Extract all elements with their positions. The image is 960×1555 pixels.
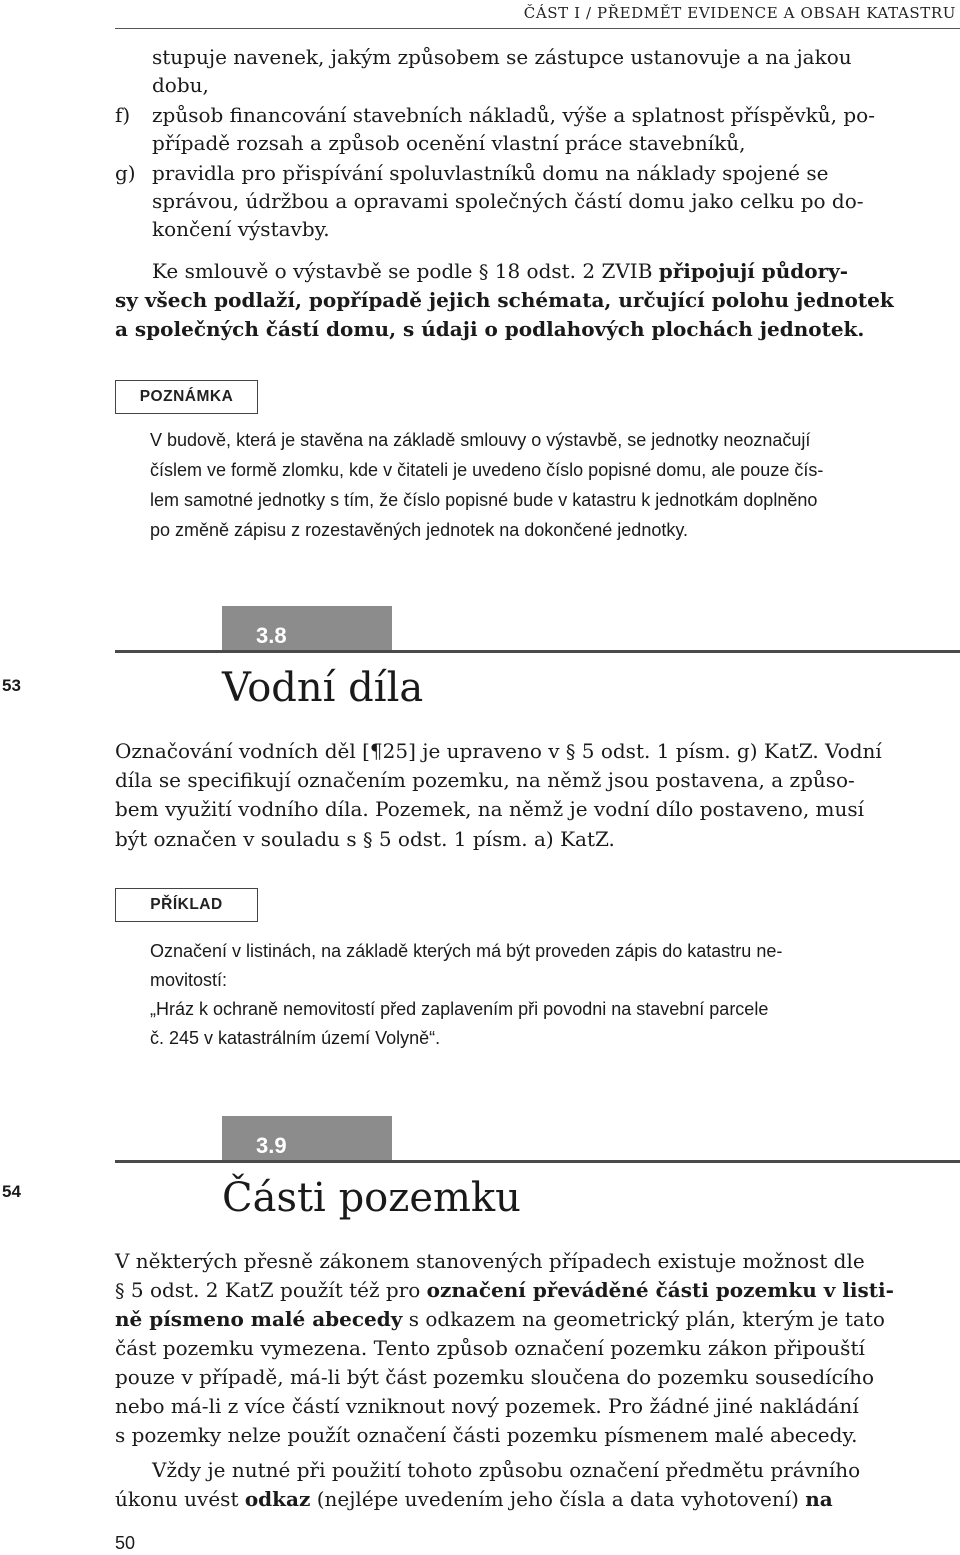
para-line-2: sy všech podlaží, popřípadě jejich schémata, určující polohu jednotek — [115, 288, 894, 312]
s38-line-3: bem využití vodního díla. Pozemek, na němž je vodní dílo postaveno, musí — [115, 797, 865, 821]
example-line-1: Označení v listinách, na základě kterých má být proveden zápis do katastru ne- — [150, 941, 783, 961]
note-line-4: po změně zápisu z rozestavěných jednotek na dokončené jednotky. — [150, 520, 689, 540]
s38-text-c: 5 odst. 1 písm. g) KatZ. Vodní — [581, 739, 882, 763]
para-text-a: Ke smlouvě o výstavbě se podle — [152, 259, 473, 283]
section-title: Části pozemku — [222, 1175, 521, 1221]
note-line-1: V budově, která je stavěna na základě smlouvy o výstavbě, se jednotky neoznačují — [150, 430, 811, 450]
pilcrow-icon: ¶ — [369, 739, 383, 763]
list-label-g: g) — [115, 161, 136, 185]
list-label-f: f) — [115, 103, 131, 127]
header-rule — [115, 28, 960, 29]
s39-bold-a: označení převáděné části pozemku v listi- — [426, 1278, 894, 1302]
s38-text-d: být označen v souladu s — [115, 827, 357, 851]
item-f-line-2: případě rozsah a způsob ocenění vlastní práce stavebníků, — [152, 131, 746, 155]
para-bold: připojují půdory- — [658, 259, 849, 283]
s39-text-b: s odkazem na geometrický plán, kterým je tato — [408, 1307, 885, 1331]
s39-p2-bold-a: odkaz — [244, 1487, 311, 1511]
s39-bold-b: ně písmeno malé abecedy — [115, 1307, 403, 1331]
section-sign: § — [565, 741, 576, 763]
running-head: ČÁST I / PŘEDMĚT EVIDENCE A OBSAH KATASTRU — [523, 4, 956, 22]
s38-line-2: díla se specifikují označením pozemku, na němž jsou postavena, a způso- — [115, 768, 855, 792]
item-f-line-1: způsob financování stavebních nákladů, výše a splatnost příspěvků, po- — [152, 103, 875, 127]
s38-line-1 — [115, 738, 882, 765]
section-sign: § — [362, 829, 373, 851]
s38-line-4 — [115, 826, 615, 853]
section-rule — [115, 650, 960, 653]
item-g-line-3: končení výstavby. — [152, 217, 330, 241]
section-rule — [115, 1160, 960, 1163]
s39-p1-line-6: nebo má-li z více částí vzniknout nový pozemek. Pro žádné jiné nakládání — [115, 1394, 859, 1418]
note-line-3: lem samotné jednotky s tím, že číslo popisné bude v katastru k jednotkám doplněno — [150, 490, 818, 510]
example-line-4: č. 245 v katastrálním území Volyně“. — [150, 1028, 441, 1048]
page-number: 50 — [115, 1533, 136, 1553]
example-line-2: movitostí: — [150, 970, 228, 990]
item-g-line-2: správou, údržbou a opravami společných částí domu jako celku po do- — [152, 189, 864, 213]
s39-p2-text-b: (nejlépe uvedením jeho čísla a data vyhotovení) — [316, 1487, 799, 1511]
section-sign: § — [115, 1280, 125, 1302]
s39-p1-line-7: s pozemky nelze použít označení části pozemku písmenem malé abecedy. — [115, 1423, 858, 1447]
continuation-line-2: dobu, — [152, 73, 209, 97]
example-line-3: „Hráz k ochraně nemovitostí před zaplavením při povodni na stavební parcele — [150, 999, 769, 1019]
note-line-2: číslem ve formě zlomku, kde v čitateli je uvedeno číslo popisné domu, ale pouze čís- — [150, 460, 824, 480]
item-g-line-1: pravidla pro přispívání spoluvlastníků domu na náklady spojené se — [152, 161, 829, 185]
example-label: PŘÍKLAD — [115, 888, 258, 922]
s38-text-e: 5 odst. 1 písm. a) KatZ. — [378, 827, 615, 851]
s38-text-a: Označování vodních děl [ — [115, 739, 370, 763]
para-line-3: a společných částí domu, s údaji o podlahových plochách jednotek. — [115, 317, 865, 341]
note-label: POZNÁMKA — [115, 380, 258, 414]
s39-p1-line-4: část pozemku vymezena. Tento způsob označení pozemku zákon připouští — [115, 1336, 865, 1360]
para-line-1 — [152, 258, 848, 285]
section-number-tab: 3.9 — [222, 1116, 392, 1160]
s39-p2-line-2 — [115, 1486, 833, 1512]
s39-p2-text-a: úkonu uvést — [115, 1487, 239, 1511]
margin-number: 54 — [2, 1182, 21, 1201]
margin-number: 53 — [2, 676, 21, 695]
s39-p2-line-1: Vždy je nutné při použití tohoto způsobu označení předmětu právního — [152, 1458, 861, 1482]
s39-text-a: 5 odst. 2 KatZ použít též pro — [130, 1278, 421, 1302]
s39-p1-line-5: pouze v případě, má-li být část pozemku sloučena do pozemku sousedícího — [115, 1365, 875, 1389]
continuation-line-1: stupuje navenek, jakým způsobem se zástupce ustanovuje a na jakou — [152, 45, 852, 69]
section-number-tab: 3.8 — [222, 606, 392, 650]
s39-p1-line-1: V některých přesně zákonem stanovených případech existuje možnost dle — [115, 1249, 865, 1273]
section-title: Vodní díla — [222, 665, 424, 711]
s39-p1-line-3 — [115, 1306, 885, 1332]
s39-p2-bold-b: na — [805, 1487, 833, 1511]
s38-text-b: 25] je upraveno v — [382, 739, 560, 763]
section-sign: § — [478, 261, 489, 283]
s39-p1-line-2 — [115, 1277, 894, 1304]
para-text-b: 18 odst. 2 ZVIB — [494, 259, 653, 283]
